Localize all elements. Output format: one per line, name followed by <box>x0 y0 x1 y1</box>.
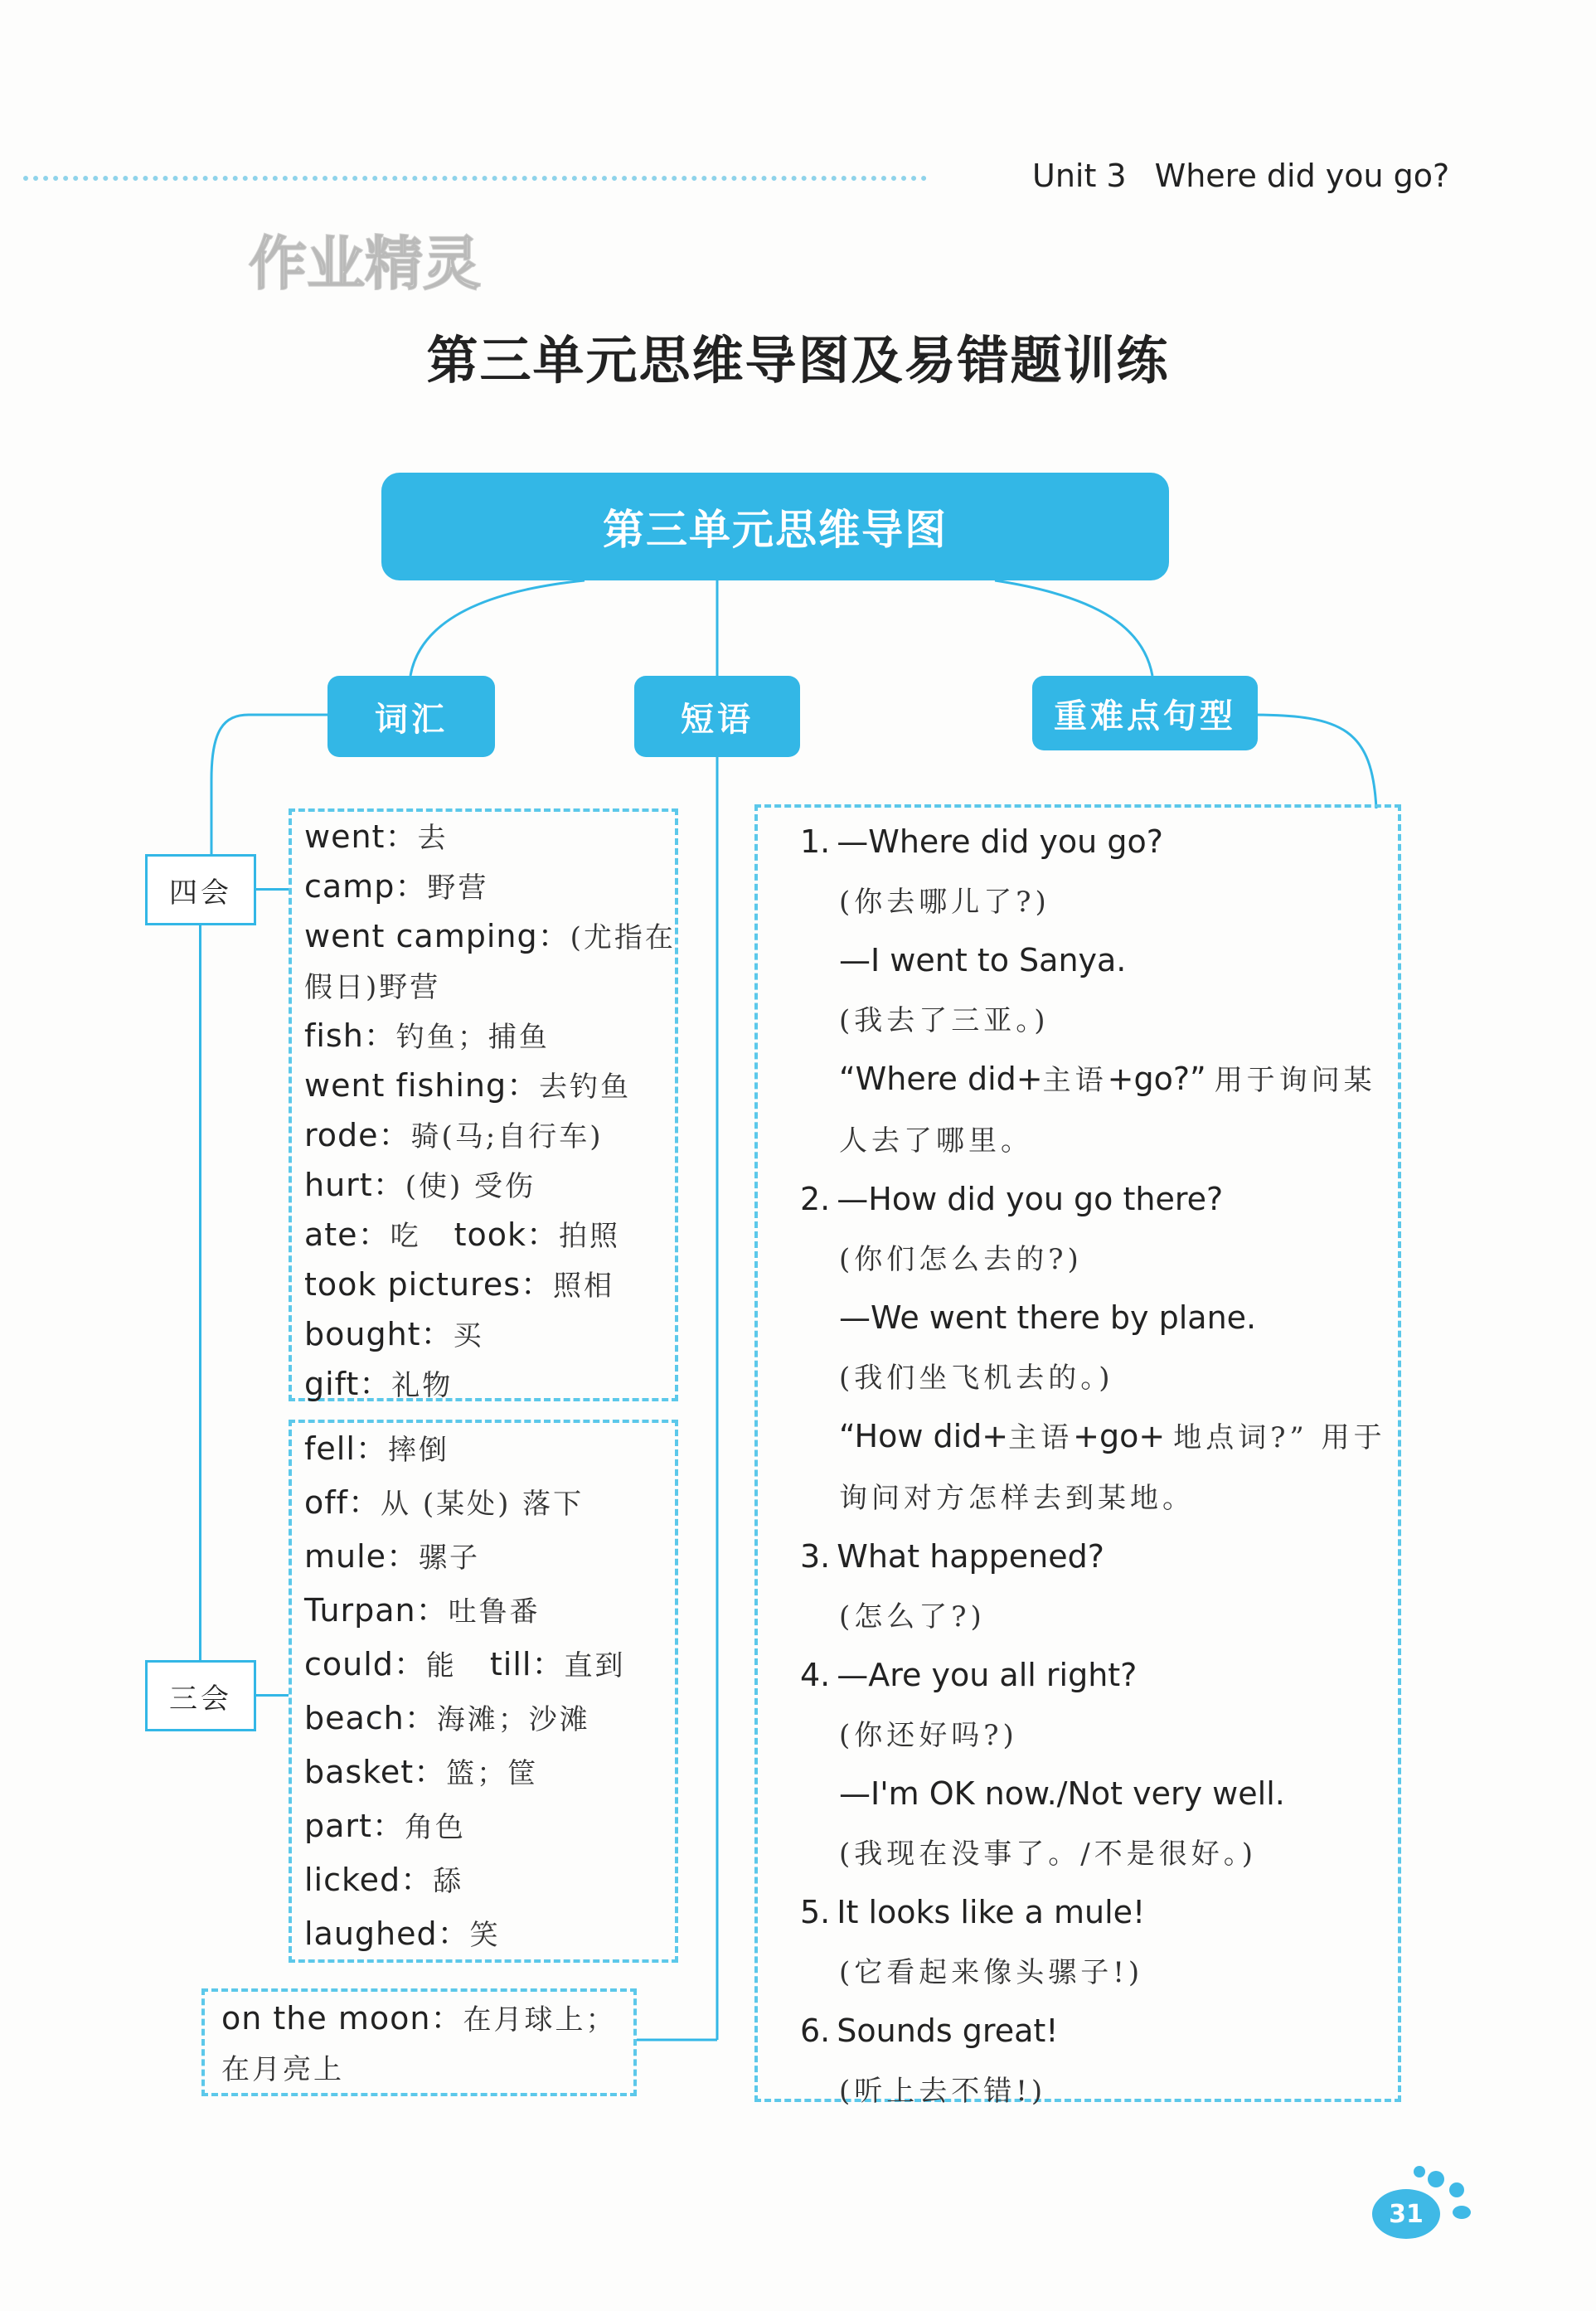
word-en: hurt： <box>304 1167 405 1203</box>
sentence-line <box>800 1468 1397 1528</box>
vocab-item <box>304 1639 625 1692</box>
vocab-item <box>304 962 676 1012</box>
sentence-number: 4. <box>800 1657 831 1693</box>
word-en: fell： <box>304 1430 388 1467</box>
four-skills-list <box>304 813 676 1410</box>
sentence-line <box>800 1586 1397 1647</box>
word-en: off： <box>304 1484 381 1521</box>
sentence-cn: 询问对方怎样去到某地。 <box>839 1481 1195 1515</box>
vocab-item <box>304 1908 625 1962</box>
word-en: ate： <box>304 1216 391 1253</box>
sentence-en: Sounds great! <box>837 2012 1059 2049</box>
sentence-cn: (它看起来像头骡子!) <box>839 1955 1144 1989</box>
vocab-item <box>304 1310 676 1360</box>
sentence-en: —How did you go there? <box>837 1181 1224 1217</box>
watermark-logo: 作业精灵 <box>249 230 481 298</box>
vocab-item <box>304 1211 676 1260</box>
word-en: went fishing： <box>304 1067 540 1104</box>
sentence-line <box>800 2061 1397 2121</box>
word-en: went： <box>304 818 418 855</box>
sentence-line <box>800 1170 1397 1229</box>
word-cn: (尤指在 <box>570 921 676 954</box>
sentence-cn: (你还好吗?) <box>839 1718 1018 1752</box>
word-en: on the moon： <box>221 2000 463 2037</box>
word-en: part： <box>304 1808 405 1844</box>
unit-title: Where did you go? <box>1154 158 1450 194</box>
word-en: till： <box>489 1646 565 1682</box>
vocab-item <box>304 1800 625 1854</box>
sentence-line <box>800 1765 1397 1823</box>
word-cn: 买 <box>453 1319 484 1352</box>
level-connector <box>255 888 289 891</box>
word-cn: 假日)野营 <box>304 971 441 1004</box>
sentence-en: +go+ <box>1073 1418 1166 1454</box>
sentence-line <box>800 1110 1397 1171</box>
word-cn: 吃 <box>390 1220 421 1253</box>
sentence-line <box>800 1407 1397 1468</box>
word-cn: 从 (某处) 落下 <box>381 1488 585 1521</box>
word-en: beach： <box>304 1700 437 1736</box>
sentence-en: “How did+ <box>839 1418 1009 1454</box>
word-cn: 摔倒 <box>387 1434 449 1467</box>
three-skills-list <box>304 1423 625 1962</box>
vocab-item <box>304 813 676 862</box>
word-en: laughed： <box>304 1915 470 1952</box>
sentence-en: —I'm OK now./Not very well. <box>839 1775 1285 1812</box>
word-en: went camping： <box>304 918 570 954</box>
phrases-list <box>221 1994 616 2094</box>
category-vocab: 词汇 <box>327 676 495 757</box>
sentence-en: It looks like a mule! <box>837 1894 1146 1930</box>
sentence-number: 5. <box>800 1894 831 1930</box>
vocab-item <box>304 1260 676 1310</box>
word-en: Turpan： <box>304 1592 449 1629</box>
sentence-number: 2. <box>800 1181 831 1217</box>
sentence-line <box>800 1646 1397 1705</box>
sentence-cn: (你们怎么去的?) <box>839 1242 1083 1276</box>
sentence-en: —Where did you go? <box>837 823 1163 860</box>
sentence-en: What happened? <box>837 1538 1104 1575</box>
sentence-en: —I went to Sanya. <box>839 942 1127 978</box>
word-en: took： <box>454 1216 559 1253</box>
sentence-line <box>800 1050 1397 1110</box>
decor-dot <box>1453 2206 1471 2219</box>
sentence-cn: 主语 <box>1042 1064 1108 1097</box>
sentence-line <box>800 1823 1397 1884</box>
sentence-line <box>800 813 1397 871</box>
word-cn: 野营 <box>427 871 489 905</box>
sentence-number: 3. <box>800 1538 831 1575</box>
sentence-line <box>800 1347 1397 1408</box>
word-cn: 去钓鱼 <box>539 1071 632 1104</box>
sentence-line <box>800 871 1397 932</box>
word-cn: 海滩；沙滩 <box>436 1703 590 1736</box>
word-cn: 照相 <box>553 1270 615 1303</box>
sentence-line <box>800 1527 1397 1586</box>
word-cn: 吐鲁番 <box>448 1595 541 1629</box>
word-cn: 角色 <box>404 1811 466 1844</box>
category-sentences: 重难点句型 <box>1032 676 1258 750</box>
vocab-item <box>304 1012 676 1061</box>
sentence-line <box>800 1883 1397 1942</box>
sentence-line <box>800 1942 1397 2003</box>
vocab-item <box>304 1423 625 1477</box>
word-en: mule： <box>304 1538 420 1575</box>
word-en: gift： <box>304 1366 392 1402</box>
level-four-skills: 四会 <box>145 854 256 925</box>
page-title: 第三单元思维导图及易错题训练 <box>426 330 1170 391</box>
level-three-skills: 三会 <box>145 1660 256 1731</box>
vocab-item <box>304 912 676 962</box>
sentence-cn: (听上去不错!) <box>839 2074 1047 2108</box>
word-en: licked： <box>304 1862 434 1898</box>
word-cn: (使) 受伤 <box>405 1170 536 1203</box>
sentence-line <box>800 2002 1397 2061</box>
category-phrases: 短语 <box>634 676 800 757</box>
vocab-item <box>304 1854 625 1908</box>
sentence-number: 6. <box>800 2012 831 2049</box>
sentence-en: “Where did+ <box>839 1061 1043 1097</box>
vocab-item <box>304 1531 625 1585</box>
sentence-cn: 主语 <box>1008 1421 1074 1454</box>
word-en: camp： <box>304 868 428 905</box>
word-cn: 篮；筐 <box>446 1757 539 1790</box>
sentences-list <box>800 813 1397 2120</box>
word-en: could： <box>304 1646 426 1682</box>
vocab-item <box>304 862 676 912</box>
sentence-cn: (我们坐飞机去的。) <box>839 1361 1114 1395</box>
vocab-item <box>304 1360 676 1410</box>
sentence-cn: (我去了三亚。) <box>839 1003 1050 1037</box>
word-cn: 礼物 <box>391 1369 454 1402</box>
sentence-cn: (怎么了?) <box>839 1600 986 1634</box>
sentence-line <box>800 931 1397 990</box>
word-en: basket： <box>304 1754 447 1790</box>
unit-label: Unit 3 <box>1032 158 1127 194</box>
sentence-line <box>800 1289 1397 1347</box>
word-en: fish： <box>304 1017 396 1054</box>
word-cn: 骡子 <box>419 1541 481 1575</box>
word-cn: 拍照 <box>558 1220 620 1253</box>
sentence-cn: (你去哪儿了?) <box>839 885 1050 919</box>
word-cn: 舔 <box>433 1865 464 1898</box>
sentence-cn: 人去了哪里。 <box>839 1124 1033 1158</box>
word-cn: 骑(马;自行车) <box>410 1120 604 1153</box>
decor-dot <box>1449 2182 1464 2197</box>
sentence-cn: 用于询问某 <box>1214 1064 1376 1097</box>
vocab-item <box>304 1746 625 1800</box>
level-connector <box>255 1694 289 1697</box>
word-cn: 去 <box>417 822 449 855</box>
mindmap-root: 第三单元思维导图 <box>381 473 1169 580</box>
sentence-number: 1. <box>800 823 831 860</box>
sentence-cn: 地点词?” 用于 <box>1173 1421 1386 1454</box>
phrase-item <box>221 1994 616 2044</box>
level-connector <box>199 887 201 1704</box>
word-en: took pictures： <box>304 1266 554 1303</box>
word-cn: 直到 <box>564 1649 626 1682</box>
decor-dot <box>1414 2166 1425 2177</box>
word-en: rode： <box>304 1117 411 1153</box>
sentence-cn: (我现在没事了。/不是很好。) <box>839 1837 1257 1871</box>
sentence-line <box>800 1705 1397 1765</box>
phrase-item <box>221 2044 616 2094</box>
word-cn: 笑 <box>469 1919 501 1952</box>
sentence-line <box>800 1229 1397 1289</box>
vocab-item <box>304 1692 625 1746</box>
word-cn: 在月亮上 <box>221 2053 344 2086</box>
word-cn: 钓鱼；捕鱼 <box>395 1021 550 1054</box>
vocab-item <box>304 1585 625 1639</box>
vocab-item <box>304 1061 676 1111</box>
vocab-item <box>304 1161 676 1211</box>
sentence-line <box>800 990 1397 1051</box>
word-cn: 能 <box>425 1649 457 1682</box>
vocab-item <box>304 1477 625 1531</box>
vocab-item <box>304 1111 676 1161</box>
word-cn: 在月球上； <box>463 2003 617 2037</box>
sentence-en: —We went there by plane. <box>839 1299 1257 1336</box>
decor-dot <box>1428 2171 1444 2187</box>
sentence-en: —Are you all right? <box>837 1657 1138 1693</box>
page-number: 31 <box>1372 2189 1440 2239</box>
sentence-en: +go?” <box>1107 1061 1206 1097</box>
word-en: bought： <box>304 1316 454 1352</box>
